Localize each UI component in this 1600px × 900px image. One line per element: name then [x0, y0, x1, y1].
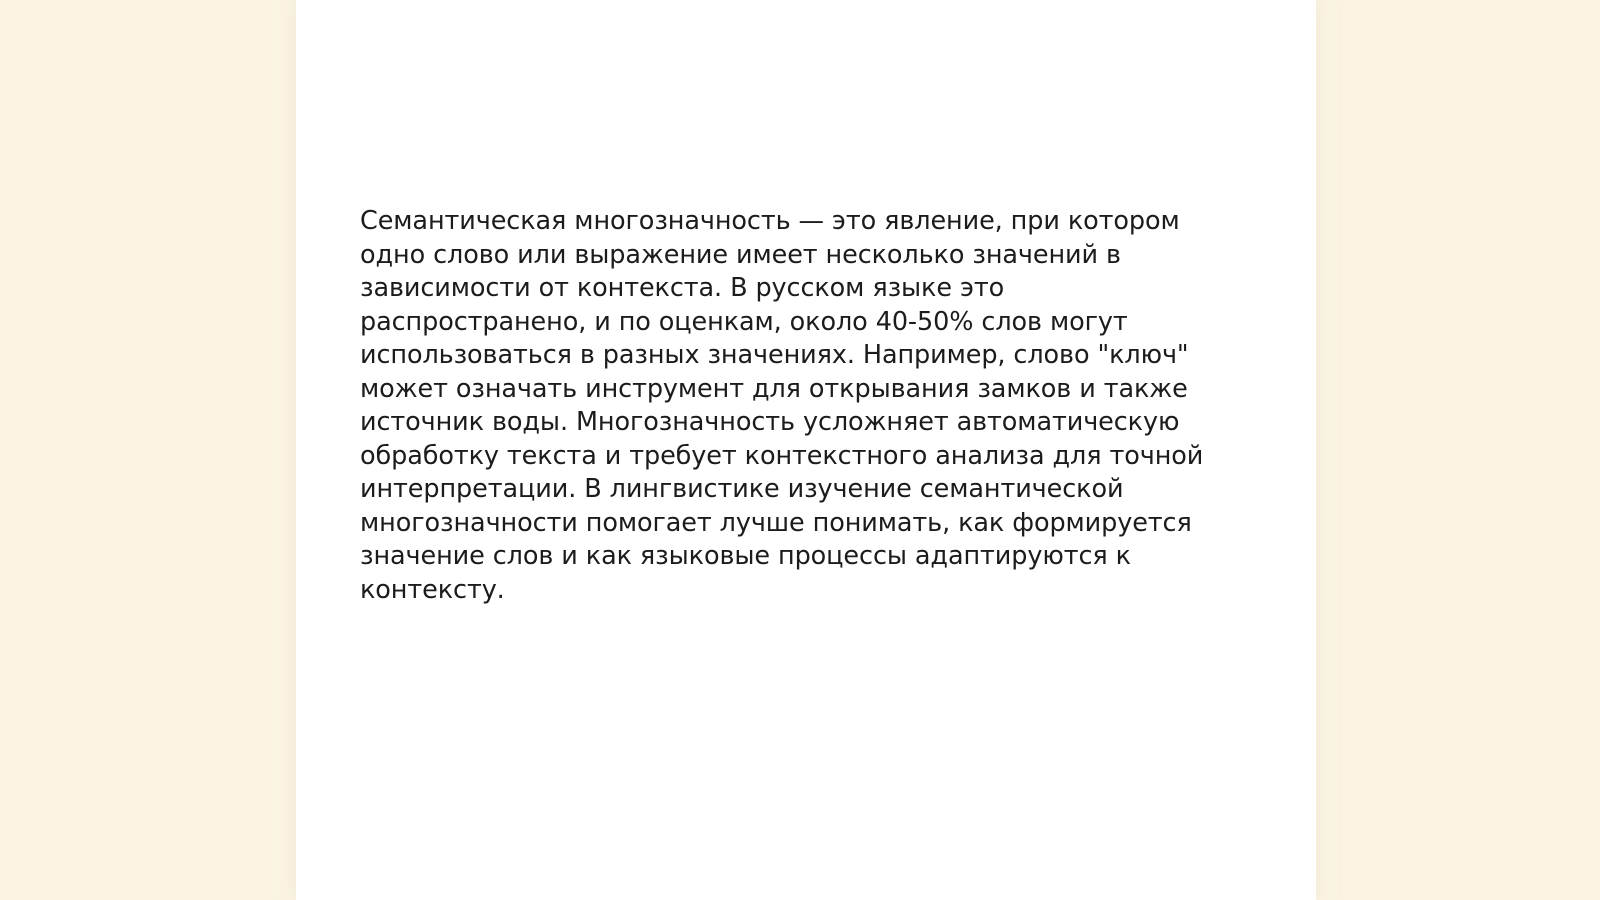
paragraph-line: одно слово или выражение имеет несколько значений в [360, 239, 1121, 270]
paragraph-line: может означать инструмент для открывания замков и также [360, 373, 1188, 404]
paragraph-line: многозначности помогает лучше понимать, как формируется [360, 507, 1192, 538]
paragraph-line: источник воды. Многозначность усложняет автоматическую [360, 407, 1180, 437]
document-page [296, 0, 1316, 900]
paragraph-line: зависимости от контекста. В русском языке это [360, 273, 1005, 303]
paragraph-line: контексту. [360, 574, 505, 605]
paragraph-line: распространено, и по оценкам, около 40-50% слов могут [360, 306, 1128, 337]
paragraph-line: Семантическая многозначность — это явление, при котором [360, 206, 1180, 236]
paragraph-line: значение слов и как языковые процессы адаптируются к [360, 541, 1131, 571]
paragraph-line: интерпретации. В лингвистике изучение семантической [360, 474, 1124, 504]
body-paragraph [360, 205, 1230, 607]
paragraph-line: обработку текста и требует контекстного анализа для точной [360, 440, 1204, 471]
paragraph-line: использоваться в разных значениях. Например, слово "ключ" [360, 340, 1189, 370]
